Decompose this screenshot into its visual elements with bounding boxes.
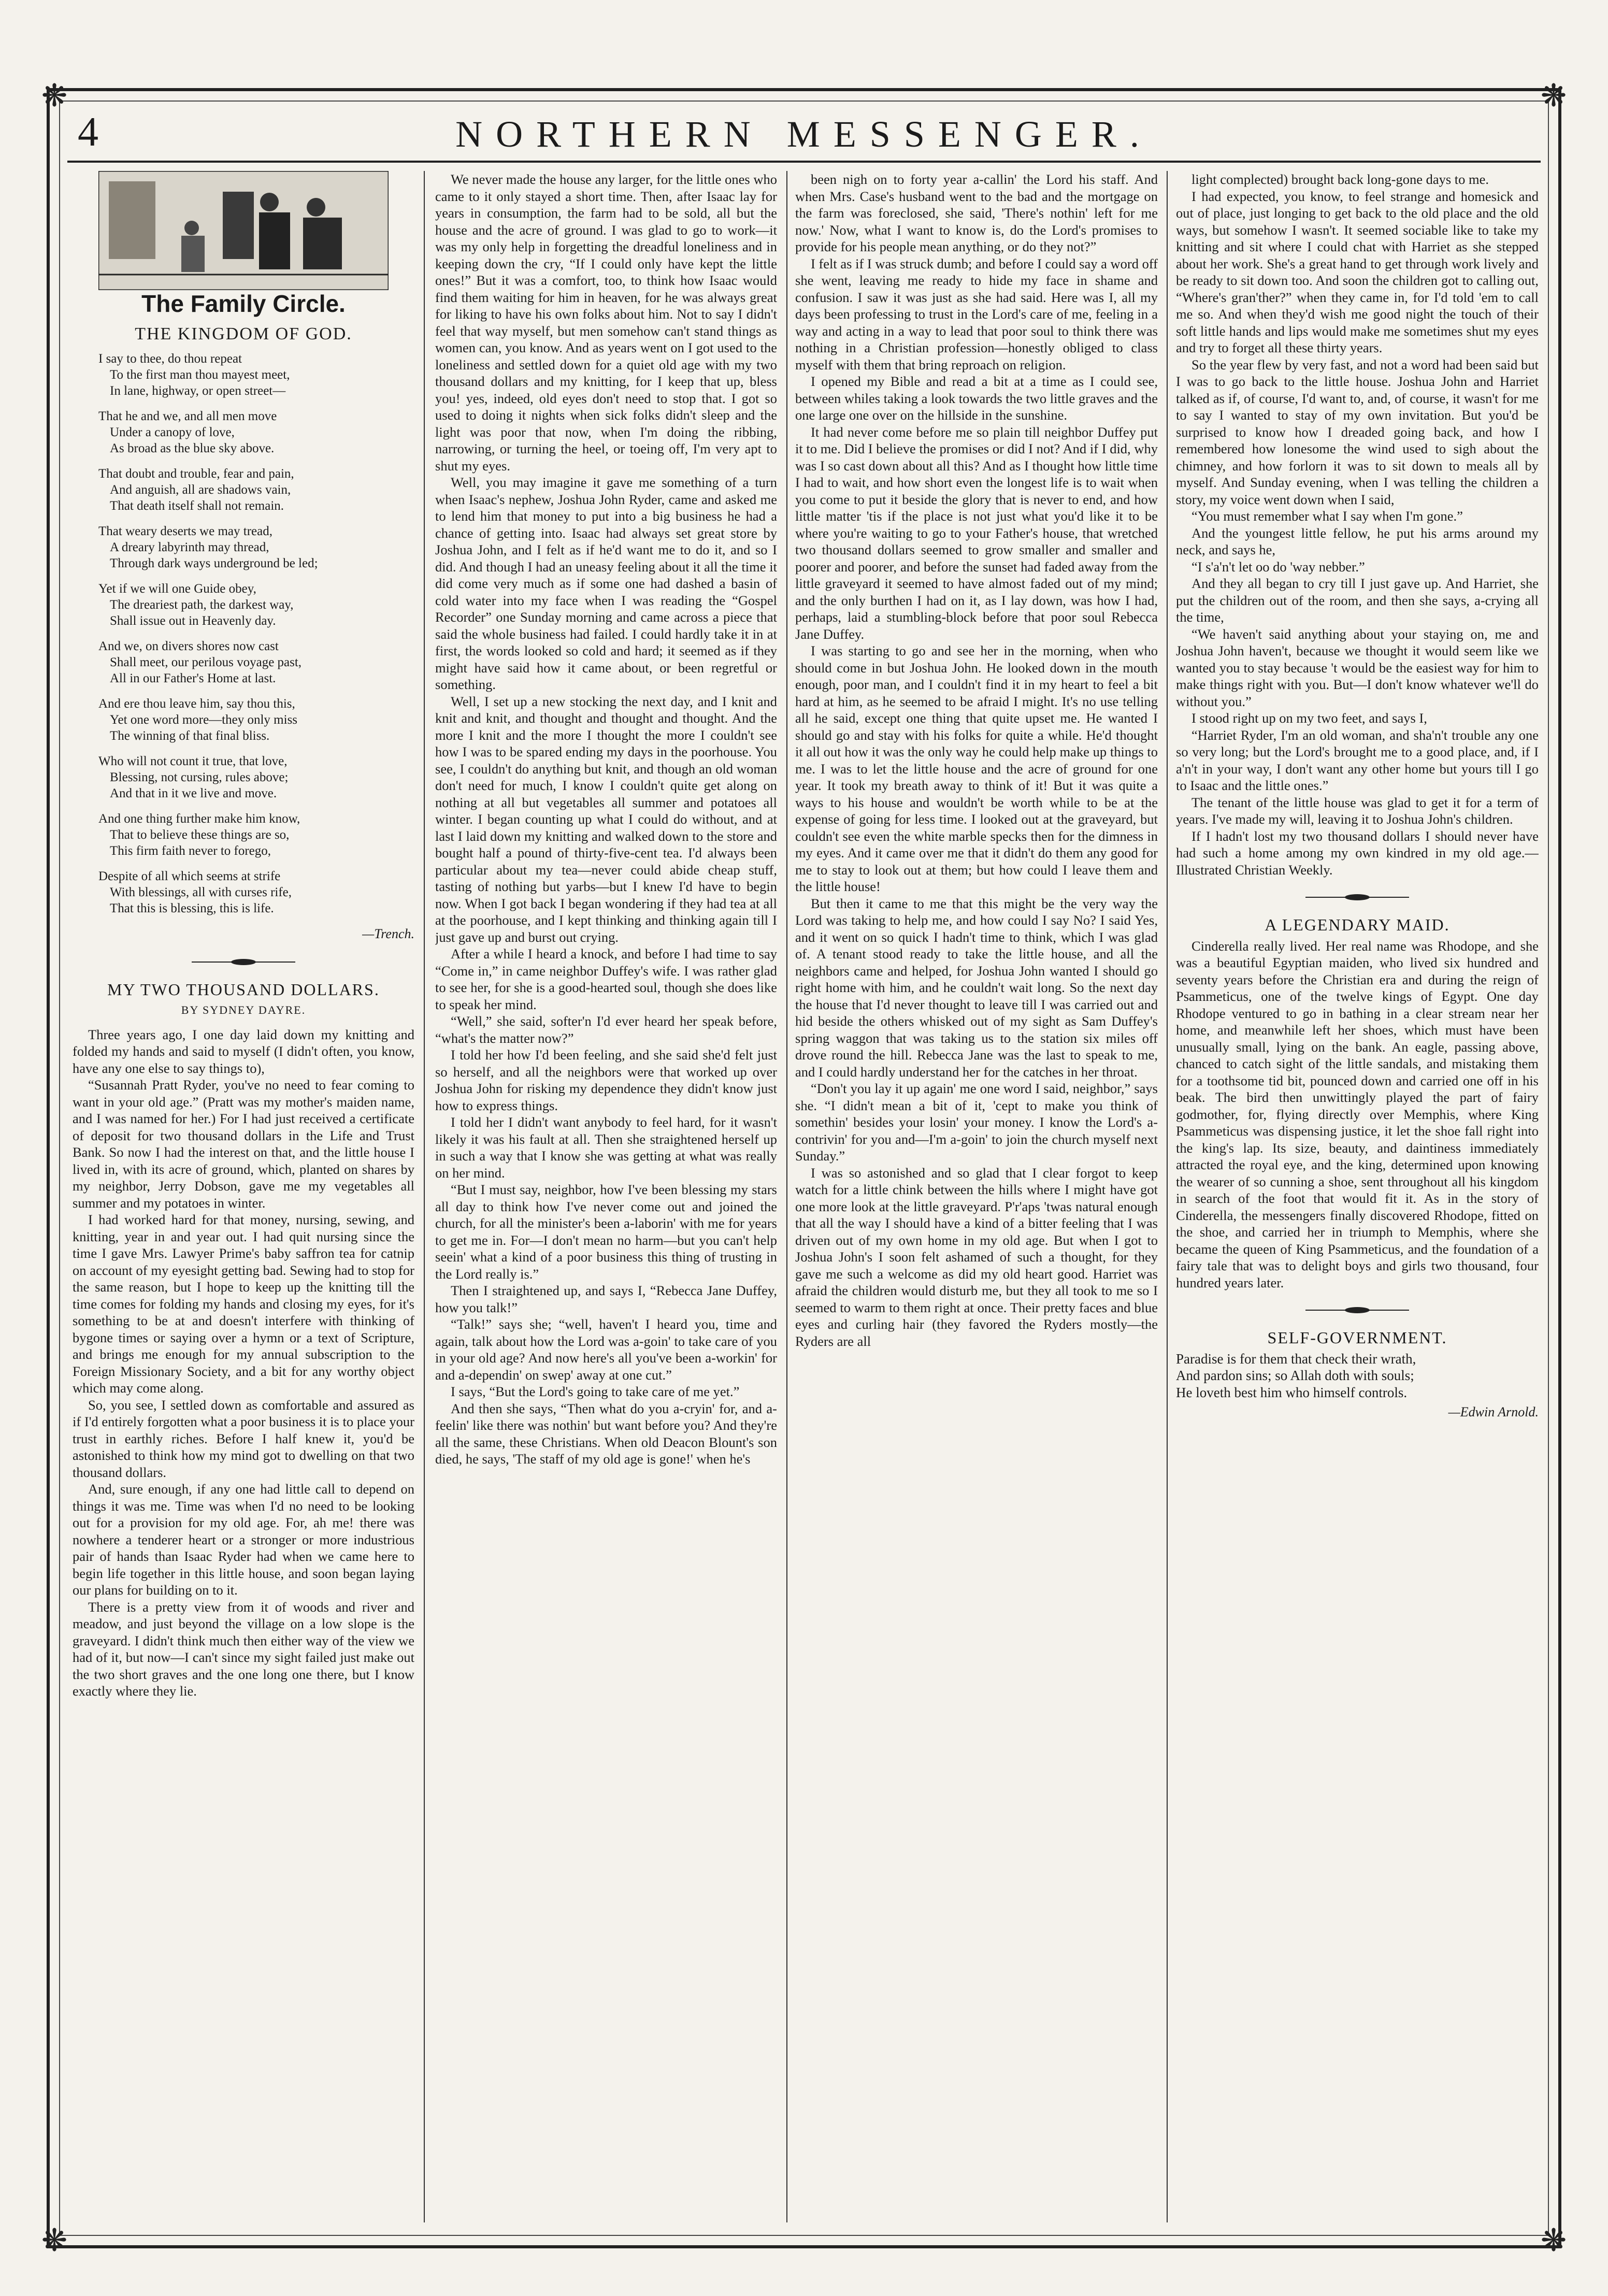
self-government-verse (1176, 1351, 1539, 1401)
legend-text: Cinderella really lived. Her real name was Rhodope, and she was a beautiful Egyptian maiden, who lived six hundred and seventy years before the Christian era and during the reign of Psammeticus, one of the twelve kings of Egypt. One day Rhodope ventured to go in bathing in a clear stream near her home, and meanwhile left her shoes, which must have been unusually small, lying on the bank. An eagle, passing above, chanced to catch sight of the little sandals, and mistaking them for a toothsome tid bit, pounced down and carried one off in his beak. The bird then unwittingly played the part of fairy godmother, for, flying directly over Memphis, where King Psammeticus was dispensing justice, it let the shoe fall right into the king's lap. Its size, beauty, and daintiness immediately attracted the royal eye, and the king, determined upon knowing the wearer of so cunning a shoe, sent throughout all his kingdom in search of the foot that would fit it. As in the story of Cinderella, the messengers finally discovered Rhodope, fitted on the shoe, and carried her in triumph to Memphis, where she became the queen of King Psammeticus, and the foundation of a fairy tale that was to delight boys and girls two thousand, four hundred years later. (1176, 938, 1539, 1290)
paragraph: “I s'a'n't let oo do 'way nebber.” (1191, 558, 1365, 575)
paragraph: “Talk!” says she; “well, haven't I heard you, time and again, talk about how the Lord was a-goin' to take care of you in your old age? And now here's all you've been a-workin' for and a-dependin' on swep' away at one cut.” (435, 1316, 777, 1383)
paragraph: So the year flew by very fast, and not a word had been said but I was to go back to the little house. Joshua John and Harriet talked as if, of course, I'd want to, and, of course, it wasn't for me to say I wanted to stay of my own invitation. But you'd be surprised to know how I dreaded going back, and how I remembered how lonesome the wind used to sigh about the chimney, and how forlorn it was to sit down to meals all by myself. And Sunday evening, when I was telling the children a story, my voice went down when I said, (1176, 356, 1539, 507)
paragraph: I opened my Bible and read a bit at a time as I could see, between whiles taking a look towards the two little graves and the one large one over on the hillside in the sunshine. (795, 374, 1158, 423)
paragraph: I told her how I'd been feeling, and she said she'd felt just so herself, and all the neighbors were that worked up over Joshua John for risking my dependence they didn't know just how to express things. (435, 1047, 777, 1113)
poem-line: To the first man thou mayest meet, (110, 368, 290, 382)
section-heading: The Family Circle. (141, 290, 346, 317)
paragraph: But then it came to me that this might be the very way the Lord was taking to help me, and how could I say No? I said Yes, and it went on so quick I hadn't time to think, which I was glad of. A tenant stood ready to take the little house, and all the neighbors came and helped, for Joshua John wanted I should go right home with him, and he couldn't wait long. So the next day the house that I'd never thought to leave till I was carried out and hid beside the others whisked out of my sight as Sam Duffey's spring waggon that was taking us to the station six miles off drove round the hill. Rebecca Jane was the last to speak to me, and I could hardly understand her for the catches in her throat. (795, 895, 1158, 1080)
paragraph: I had worked hard for that money, nursing, sewing, and knitting, year in and year out. I had quit nursing since the time I gave Mrs. Lawyer Prime's baby saffron tea for catnip on account of my eyesight getting bad. Sewing had to stop for the same reason, but I hope to keep up the knitting till the time comes for folding my hands and closing my eyes, for it's something to be at and doesn't interfere with thinking of bygone times or saying over a hymn or a text of Scripture, and brings me enough for my annual subscription to the Foreign Missionary Society, and a bit for any worthy object which may come along. (73, 1212, 414, 1396)
poem-stanza (98, 753, 414, 801)
poem-line: That weary deserts we may tread, (98, 524, 272, 538)
corner-ornament-icon: ❋ (41, 79, 68, 113)
separator-icon (1305, 894, 1409, 901)
poem-stanza (98, 351, 414, 399)
poem-line: That to believe these things are so, (110, 828, 290, 842)
masthead (67, 104, 1541, 163)
paragraph: We never made the house any larger, for the little ones who came to it only stayed a short time. Then, after Isaac lay for years in consumption, the farm had to be sold, all but the house and the acre of ground. I was glad to go to work—it was my only help in forgetting the dreadful loneliness and in keeping down the cry, “If I could only have kept the little ones!” But it was a comfort, too, to think how Isaac would find them waiting for him in heaven, for he was always great for liking to have his own folks about him. Not to say I didn't feel that way myself, but men somehow can't stand things as women can, you know. And as years went on I got used to the loneliness and settled down for a quiet old age with my two thousand dollars and my knitting, for I keep that up, bless you! yes, indeed, old eyes don't need to stop that. I got so used to doing it nights when sick folks didn't sleep and the light was poor that now, when I'm doing the ribbing, narrowing, or turning the heel, or toeing off, I'm very apt to shut my eyes. (435, 171, 777, 473)
paragraph: I was so astonished and so glad that I clear forgot to keep watch for a little chink between the hills where I might have got one more look at the little graveyard. P'r'aps 'twas natural enough that all the way I should have a kind of a bitter feeling that I was driven out of my own home in my old age. But when I got to Joshua John's I soon felt ashamed of such a thought, for they gave me such a welcome as did my old heart good. Harriet was afraid the children would disturb me, but they all took to me so I seemed to warm to them right at once. Their pretty faces and blue eyes and curling hair (they favored the Ryders mostly—the Ryders are all (795, 1165, 1158, 1349)
family-engraving-icon (98, 171, 389, 290)
poem-line: All in our Father's Home at last. (110, 671, 276, 685)
poem-line: And we, on divers shores now cast (98, 639, 279, 653)
poem-stanza (98, 523, 414, 571)
poem-line: I say to thee, do thou repeat (98, 352, 242, 366)
poem-body (73, 351, 414, 916)
column-rule (424, 171, 425, 2222)
column-rule (786, 171, 787, 2222)
poem-line: Through dark ways underground be led; (110, 556, 318, 570)
paragraph: And then she says, “Then what do you a-cryin' for, and a-feelin' like there was nothin' but want before you? And they're all the same, these Christians. When old Deacon Blount's son died, he says, 'The staff of my old age is gone!' when he's (435, 1400, 777, 1467)
paragraph: I had expected, you know, to feel strange and homesick and out of place, just longing to get back to the old place and the old ways, but somehow I wasn't. It seemed sociable like to take my knitting and sit where I could chat with Harriet as she stepped about her work. She's a great hand to get through work lively and be ready to sit down too. And soon the children got to calling out, “Where's gran'ther?” when they came in, for I'd told 'em to call me so. And when they'd wish me good night the touch of their soft little hands and lips would make me sometimes shut my eyes and try to forget all these thirty years. (1176, 188, 1539, 355)
corner-ornament-icon: ❋ (1540, 79, 1567, 113)
story-part-4 (1176, 171, 1539, 878)
verse-line: Paradise is for them that check their wrath, (1176, 1351, 1416, 1367)
paragraph: And the youngest little fellow, he put his arms around my neck, and says he, (1176, 525, 1539, 557)
poem-line: The winning of that final bliss. (110, 729, 270, 743)
poem-line: That this is blessing, this is life. (110, 901, 274, 915)
poem-stanza (98, 638, 414, 686)
poem-line: That doubt and trouble, fear and pain, (98, 467, 294, 481)
paragraph: “Susannah Pratt Ryder, you've no need to fear coming to want in your old age.” (Pratt was my mother's maiden name, and I was named for her.) For I had just received a certificate of deposit for two thousand dollars in the Life and Trust Bank. So now I had the interest on that, and the little house I lived in, with its acre of ground, which, planted on shares by my neighbor, Jerry Dobson, gave me my vegetables all summer and my potatoes in winter. (73, 1077, 414, 1211)
paragraph: The tenant of the little house was glad to get it for a term of years. I've made my will, leaving it to Joshua John's children. (1176, 794, 1539, 827)
separator-icon (192, 958, 295, 966)
paragraph: After a while I heard a knock, and before I had time to say “Come in,” in came neighbor Duffey's wife. I was rather glad to see her, for she is a good-hearted soul, though she does like to speak her mind. (435, 946, 777, 1012)
paragraph: Well, you may imagine it gave me something of a turn when Isaac's nephew, Joshua John Ryder, came and asked me to lend him that money to put into a big business he had a chance of getting into. Isaac had always set great store by Joshua John, and I felt as if he'd want me to do it, and so I did. And though I had an uneasy feeling about it all the time it did come very much as if some one had dashed a basin of cold water into my face when I was reading the “Gospel Recorder” one Sunday morning and came across a piece that said the whole business had failed. I could hardly take it in at first, the words looked so cold and hard; it seemed as if they might have said how it came about, or been regretful or something. (435, 475, 777, 692)
poem-line: As broad as the blue sky above. (110, 441, 275, 455)
story-byline: BY SYDNEY DAYRE. (181, 1003, 306, 1016)
column-4 (1176, 171, 1539, 2233)
poem-stanza (98, 868, 414, 916)
poem-stanza (98, 811, 414, 859)
self-government-title: SELF-GOVERNMENT. (1267, 1328, 1447, 1347)
paragraph: light complected) brought back long-gone days to me. (1191, 171, 1489, 187)
poem-line: And one thing further make him know, (98, 812, 300, 826)
paragraph: been nigh on to forty year a-callin' the Lord his staff. And when Mrs. Case's husband went to the bad and the mortgage on the farm was foreclosed, she said, 'There's nothin' left for me now.' Now, what I want to know is, do the Lord's promises to provide for his people mean anything, or do they not?” (795, 171, 1158, 254)
poem-line: Despite of all which seems at strife (98, 869, 281, 883)
poem-line: Shall meet, our perilous voyage past, (110, 655, 302, 669)
poem-line: In lane, highway, or open street— (110, 384, 286, 398)
poem-attribution: —Trench. (362, 926, 414, 941)
poem-stanza (98, 696, 414, 744)
paragraph: So, you see, I settled down as comfortable and assured as if I'd entirely forgotten what a poor business it is to place your trust in earthly riches. Before I half knew it, you'd be astonished to think how my mind got to dwelling on that two thousand dollars. (73, 1397, 414, 1480)
legend-title: A LEGENDARY MAID. (1265, 915, 1450, 934)
paragraph: It had never come before me so plain till neighbor Duffey put it to me. Did I believe the promises or did I not? And if I did, why was I so cast down about all this? And as I thought how little time I had to wait, and how short even the longest life is to wait when you come to put it beside the glory that is never to end, and how little matter 'tis if the place is not just what you'd like it to be where you're waiting to go to your Father's house, that wretched two thousand dollars seemed to grow smaller and smaller and poorer and poorer, and before the sunset had faded away from the little graveyard it seemed to have almost faded out of my mind; and the only burthen I had on it, as I lay down, was how I had, perhaps, laid a stumbling-block before that poor soul Rebecca Jane Duffey. (795, 424, 1158, 642)
poem-line: Blessing, not cursing, rules above; (110, 770, 289, 784)
poem-line: That he and we, and all men move (98, 409, 277, 423)
poem-line: The dreariest path, the darkest way, (110, 598, 294, 612)
story-part-3 (795, 171, 1158, 1350)
story-part-2 (435, 171, 777, 1468)
paragraph: “Harriet Ryder, I'm an old woman, and sha'n't trouble any one so very long; but the Lord's brought me to a good place, and, if I a'n't in your way, I don't want any other home but yours till I go to Isaac and the little ones.” (1176, 727, 1539, 793)
poem-line: With blessings, all with curses rife, (110, 885, 292, 899)
poem-line: And that in it we live and move. (110, 786, 277, 800)
paragraph: I told her I didn't want anybody to feel hard, for it wasn't likely it was his fault at all. Then she straightened herself up in such a way that I know she was getting at what was really on her mind. (435, 1114, 777, 1181)
poem-line: Who will not count it true, that love, (98, 754, 288, 768)
corner-ornament-icon: ❋ (41, 2223, 68, 2258)
paragraph: “Don't you lay it up again' me one word I said, neighbor,” says she. “I didn't mean a bit of it, 'cept to make you think of somethin' besides your losin' your money. I know the Lord's a-contrivin' for you and—I'm a-goin' to join the church myself next Sunday.” (795, 1081, 1158, 1164)
poem-stanza (98, 408, 414, 456)
paragraph: Well, I set up a new stocking the next day, and I knit and knit and knit, and thought and thought and thought. And the more I knit and the more I thought the more I couldn't see how I was to be spared ending my days in the poorhouse. You see, I couldn't do anything but knit, and though an old woman don't need for much, I know I couldn't quite get along on nothing at all but vegetables all summer and potatoes all winter. I began counting up what I could do without, and at last I laid down my knitting and walked down to the store and bought half a pound of thirty-five-cent tea. I'd always been particular about my tea—never could abide cheap stuff, tasting of nothing but yarbs—but I knew I'd have to begin now. When I got back I began wondering if they had tea at all at the poorhouse, and I kept thinking and thinking again till I just gave up and burst out crying. (435, 693, 777, 945)
poem-title: THE KINGDOM OF GOD. (135, 324, 352, 343)
corner-ornament-icon: ❋ (1540, 2223, 1567, 2258)
column-3 (795, 171, 1158, 2233)
poem-line: That death itself shall not remain. (110, 499, 284, 513)
paragraph: Then I straightened up, and says I, “Rebecca Jane Duffey, how you talk!” (435, 1283, 777, 1315)
column-rule (1167, 171, 1168, 2222)
paragraph: And, sure enough, if any one had little call to depend on things it was me. Time was when I'd no need to be looking out for a provision for my old age. For, ah me! there was nowhere a tenderer heart or a stronger or more industrious pair of hands than Isaac Ryder had when we came here to begin life together in this little house, and soon began laying our plans for building on to it. (73, 1481, 414, 1598)
poem-stanza (98, 466, 414, 514)
poem-line: And anguish, all are shadows vain, (110, 483, 291, 497)
paragraph: “But I must say, neighbor, how I've been blessing my stars all day to think how I've never come out and joined the church, for all the minister's been a-laborin' with me for years to get me in. For—I don't mean no harm—but you can't help seein' what a kind of a poor business this thing of trusting in the Lord really is.” (435, 1182, 777, 1282)
paragraph: “You must remember what I say when I'm gone.” (1191, 508, 1463, 524)
verse-line: And pardon sins; so Allah doth with souls; (1176, 1368, 1414, 1383)
paragraph: There is a pretty view from it of woods and river and meadow, and just beyond the village on a low slope is the graveyard. I didn't think much then either way of the view we had of it, but now—I can't since my sight failed just make out the two short graves and the one long one there, but I know exactly where they lie. (73, 1599, 414, 1699)
verse-line: He loveth best him who himself controls. (1176, 1384, 1408, 1400)
poem-line: A dreary labyrinth may thread, (110, 540, 269, 554)
paragraph: If I hadn't lost my two thousand dollars I should never have had such a home among my own kindred in my old age.—Illustrated Christian Weekly. (1176, 828, 1539, 878)
paragraph: I says, “But the Lord's going to take care of me yet.” (451, 1384, 740, 1399)
paragraph: Three years ago, I one day laid down my knitting and folded my hands and said to myself (I didn't often, you know, have any one else to say things to), (73, 1026, 414, 1076)
paragraph: And they all began to cry till I just gave up. And Harriet, she put the children out of the room, and then she says, a-crying all the time, (1176, 576, 1539, 625)
paragraph: “Well,” she said, softer'n I'd ever heard her speak before, “what's the matter now?” (435, 1013, 777, 1046)
paragraph: “We haven't said anything about your staying on, me and Joshua John haven't, because we thought it would seem like we wanted you to stay because 't would be the easiest way for him to make things right with you. But—I don't know whatever we'll do without you.” (1176, 626, 1539, 709)
paragraph: I stood right up on my two feet, and says I, (1191, 710, 1427, 726)
paragraph: I was starting to go and see her in the morning, when who should come in but Joshua John. He looked down in the mouth enough, poor man, and I couldn't find it in my heart to feel a bit hard at him, as he seemed to be afraid I might. It's no use telling all he said, except one thing that quite upset me. He wanted I should go and stay with his folks for quite a while. He'd thought it all out how it was the only way he could help make up things to me. I was to let the little house and the acre of ground for one year. It took my breath away to think of it! But it was quite a ways to his house and wouldn't be worth while to be at the expense of going for less time. I looked out at the graveyard, but couldn't see even the white marble specks then for the dimness in my eyes. And it came over me that it didn't do them any good for me to stay to look out at them; but how could I leave them and the little house! (795, 643, 1158, 894)
paragraph: I felt as if I was struck dumb; and before I could say a word off she went, leaving me ready to hide my face in shame and confusion. I saw it was just as she had said. Here was I, all my days been professing to trust in the Lord's care of me, feeling in a way and acting in a way to lead that poor soul to think there was nothing in a Christian profession—honestly obliged to class myself with them that bring reproach on religion. (795, 255, 1158, 372)
poem-line: And ere thou leave him, say thou this, (98, 697, 295, 711)
column-2 (435, 171, 777, 2233)
poem-line: This firm faith never to forego, (110, 844, 271, 858)
poem-line: Shall issue out in Heavenly day. (110, 614, 276, 628)
story-title: MY TWO THOUSAND DOLLARS. (107, 980, 380, 999)
column-1 (73, 171, 414, 2233)
poem-line: Under a canopy of love, (110, 425, 235, 439)
self-government-attribution: —Edwin Arnold. (1448, 1404, 1539, 1419)
poem-stanza (98, 581, 414, 629)
paper-title: NORTHERN MESSENGER. (455, 113, 1153, 155)
poem-line: Yet if we will one Guide obey, (98, 582, 256, 596)
page-number: 4 (78, 109, 98, 155)
separator-icon (1305, 1307, 1409, 1314)
story-part-1 (73, 1026, 414, 1700)
poem-line: Yet one word more—they only miss (110, 713, 298, 727)
